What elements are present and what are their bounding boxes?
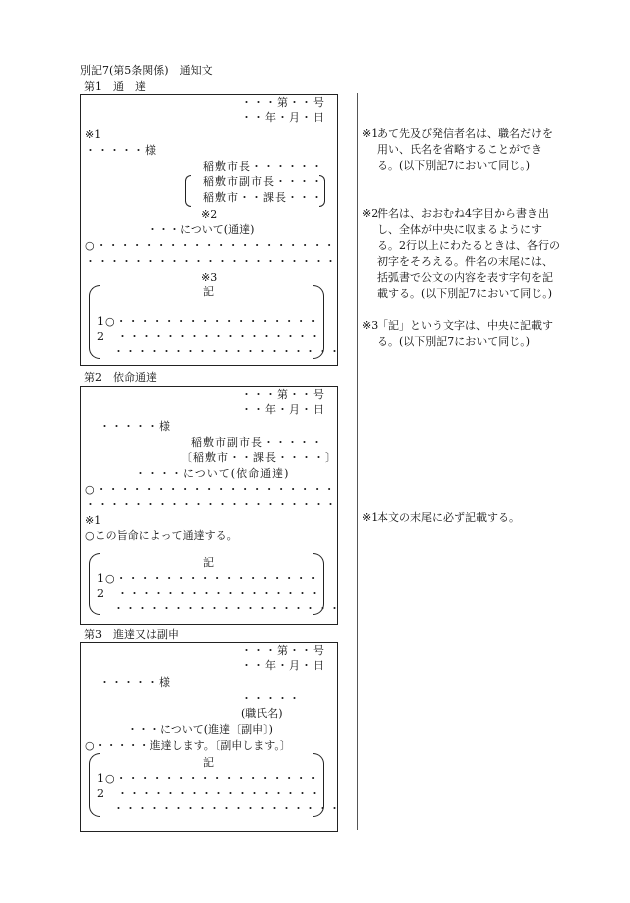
note-1	[362, 126, 562, 174]
doc-date: ・・年・月・日	[241, 659, 325, 672]
mark-note1: ※1	[85, 128, 102, 141]
body-line2: ・・・・・・・・・・・・・・・・・・・・・	[85, 255, 337, 268]
sender-section-chief: 稲敷市・・課長・・・	[203, 191, 323, 204]
sender-section-chief: 〔稲敷市・・課長・・・・〕	[181, 451, 337, 464]
item1: 1○・・・・・・・・・・・・・・・・・	[97, 772, 320, 785]
section3-box	[80, 642, 341, 832]
item2: 2 ・・・・・・・・・・・・・・・・・	[97, 787, 321, 800]
ki-right-bracket	[313, 285, 324, 359]
sender-title-name: (職氏名)	[241, 707, 283, 720]
note-3-text: 「記」という文字は、中央に記載する。(以下別記7において同じ。)	[377, 319, 553, 348]
mark-note3: ※3	[201, 271, 218, 284]
sender-vice-mayor: 稲敷市副市長・・・・	[203, 175, 323, 188]
body-line2: ・・・・・・・・・・・・・・・・・・・・・	[85, 498, 337, 511]
doc-date: ・・年・月・日	[241, 403, 325, 416]
ki-right-bracket	[313, 553, 324, 615]
sender-vice-mayor: 稲敷市副市長・・・・・	[191, 436, 323, 449]
section3-heading: 第3 進達又は副申	[84, 628, 179, 641]
addressee: ・・・・・様	[99, 676, 171, 689]
mark-note1: ※1	[85, 514, 102, 527]
doc-number: ・・・第・・号	[241, 96, 325, 109]
note-3	[362, 318, 562, 350]
sender-right-bracket	[319, 175, 325, 207]
note-4-mark: ※1	[362, 511, 379, 524]
item2: 2 ・・・・・・・・・・・・・・・・・	[97, 587, 321, 600]
note-2-text: 件名は、おおむね4字目から書き出し、全体が中央に収まるようにする。2行以上にわたるときは、各行の初字をそろえる。件名の末尾には、括弧書で公文の内容を表す字句を記載する。(以下別記7において同じ。)	[377, 207, 560, 300]
section1-heading: 第1 通 達	[84, 80, 146, 93]
body-line3: ○この旨命によって通達する。	[85, 529, 238, 542]
ki-label: 記	[203, 285, 214, 298]
addressee: ・・・・・様	[85, 144, 157, 157]
item3: ・・・・・・・・・・・・・・・・・・・	[113, 345, 341, 358]
note-4-text: 本文の末尾に必ず記載する。	[377, 511, 520, 524]
subject: ・・・・について(依命通達)	[135, 467, 290, 480]
ki-label: 記	[203, 556, 214, 569]
section2-box	[80, 386, 341, 625]
note-2-mark: ※2	[362, 207, 379, 220]
subject: ・・・について(進達〔副申〕)	[127, 723, 273, 736]
note-2	[362, 206, 562, 302]
ki-right-bracket	[313, 753, 324, 817]
item1: 1○・・・・・・・・・・・・・・・・・	[97, 572, 320, 585]
item3: ・・・・・・・・・・・・・・・・・・・	[113, 802, 341, 815]
sender-left-bracket	[185, 175, 191, 207]
column-divider	[357, 93, 358, 830]
mark-note2: ※2	[201, 208, 218, 221]
sender-placeholder: ・・・・・	[241, 692, 301, 705]
doc-number: ・・・第・・号	[241, 644, 325, 657]
note-1-mark: ※1	[362, 127, 379, 140]
note-3-mark: ※3	[362, 319, 379, 332]
body-line1: ○・・・・・・・・・・・・・・・・・・・・	[85, 239, 336, 252]
doc-date: ・・年・月・日	[241, 111, 325, 124]
page-title: 別記7(第5条関係) 通知文	[80, 64, 213, 77]
item2: 2 ・・・・・・・・・・・・・・・・・	[97, 330, 321, 343]
item3: ・・・・・・・・・・・・・・・・・・・	[113, 602, 341, 615]
body-line1: ○・・・・・・・・・・・・・・・・・・・・	[85, 483, 336, 496]
note-1-text: あて先及び発信者名は、職名だけを用い、氏名を省略することができる。(以下別記7において同じ。)	[377, 127, 553, 172]
ki-label: 記	[203, 756, 214, 769]
body-line1: ○・・・・・進達します。〔副申します。〕	[85, 739, 291, 752]
addressee: ・・・・・様	[99, 420, 171, 433]
item1: 1○・・・・・・・・・・・・・・・・・	[97, 315, 320, 328]
section2-heading: 第2 依命通達	[84, 371, 157, 384]
subject: ・・・について(通達)	[147, 223, 255, 236]
sender-mayor: 稲敷市長・・・・・・	[203, 160, 323, 173]
note-4	[362, 510, 562, 526]
section1-box	[80, 94, 341, 366]
doc-number: ・・・第・・号	[241, 388, 325, 401]
